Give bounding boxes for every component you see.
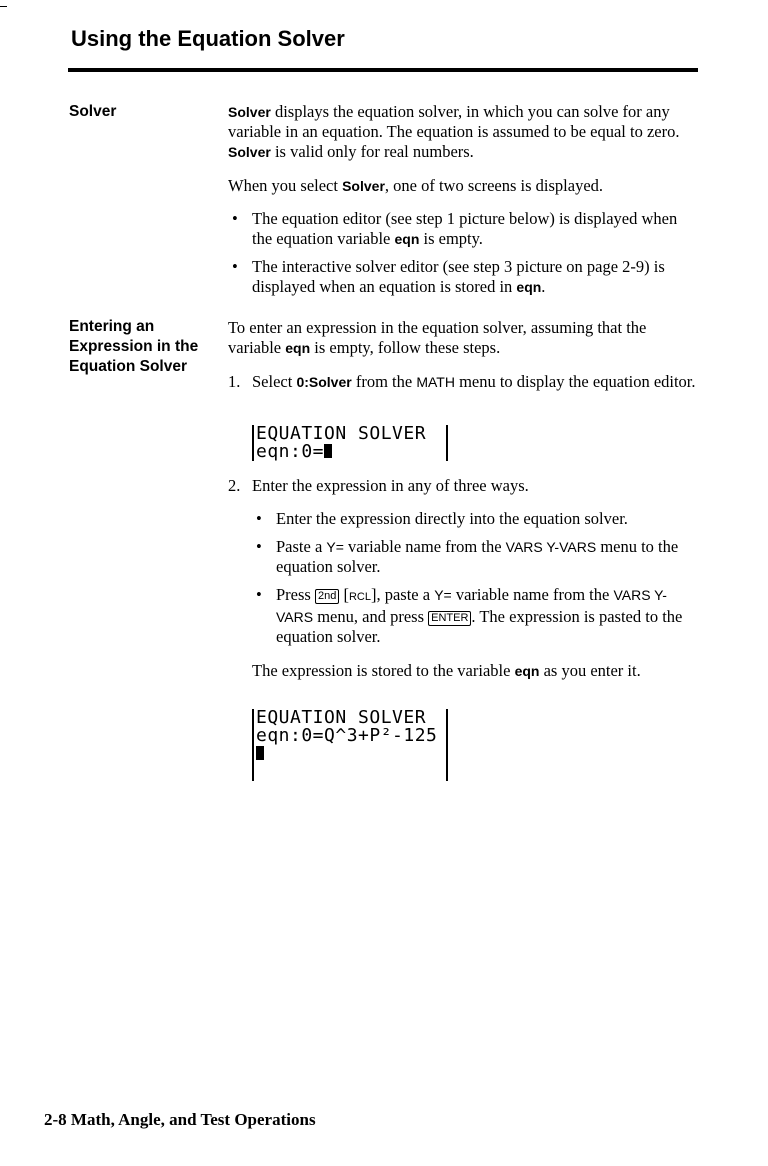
screen-line	[256, 745, 446, 763]
key-rcl: RCL	[348, 591, 371, 603]
key-enter: ENTER	[428, 611, 471, 626]
solver-paragraph-1: Solver displays the equation solver, in which you can solve for any variable in an equation. The equation is assumed to be equal to zero. Solver is valid only for real numbers.	[228, 102, 680, 161]
screen-line: eqn:0=Q^3+P²-125	[256, 725, 438, 746]
calculator-screen-1	[252, 425, 448, 461]
solver-paragraph-2: When you select Solver, one of two screens is displayed.	[228, 176, 604, 195]
entering-intro-text: To enter an expression in the equation solver, assuming that the variable eqn is empty, follow these steps.	[228, 318, 647, 357]
cursor	[324, 444, 332, 458]
page-title: Using the Equation Solver	[71, 26, 345, 51]
method-bullet-3: • Press 2nd [RCL], paste a Y= variable name from the VARS Y-VARS menu, and press ENTER . The expression is pasted to the equation solver.	[256, 585, 683, 646]
calculator-screen-2	[252, 709, 448, 781]
solver-bullet-1: • The equation editor (see step 1 picture below) is displayed when the equation variable eqn is empty.	[232, 209, 678, 248]
screen-line: eqn:0=	[256, 443, 446, 461]
screen-line: EQUATION SOLVER	[256, 423, 427, 444]
step-1: 1. Select 0:Solver from the MATH menu to display the equation editor.	[228, 372, 696, 391]
page-footer: 2-8 Math, Angle, and Test Operations	[44, 1110, 316, 1129]
step-2: 2. Enter the expression in any of three ways.	[228, 476, 529, 495]
method-bullet-1: • Enter the expression directly into the equation solver.	[256, 509, 628, 528]
step-2-block	[228, 476, 698, 681]
method-bullet-2: • Paste a Y= variable name from the VARS Y-VARS menu to the equation solver.	[256, 537, 679, 576]
screen-line: EQUATION SOLVER	[256, 707, 427, 728]
solver-heading: Solver	[69, 103, 117, 120]
entering-heading: Entering an Expression in the Equation Solver	[69, 318, 199, 375]
screen-line	[256, 763, 446, 781]
solver-bullet-2: • The interactive solver editor (see step 3 picture on page 2-9) is displayed when an equation is stored in eqn.	[232, 257, 665, 296]
title-rule	[68, 68, 698, 72]
key-2nd: 2nd	[315, 589, 339, 604]
cursor	[256, 746, 264, 760]
stored-paragraph: The expression is stored to the variable eqn as you enter it.	[252, 661, 641, 680]
entering-intro	[228, 318, 698, 392]
corner-mark	[0, 6, 7, 7]
solver-section	[228, 102, 698, 297]
